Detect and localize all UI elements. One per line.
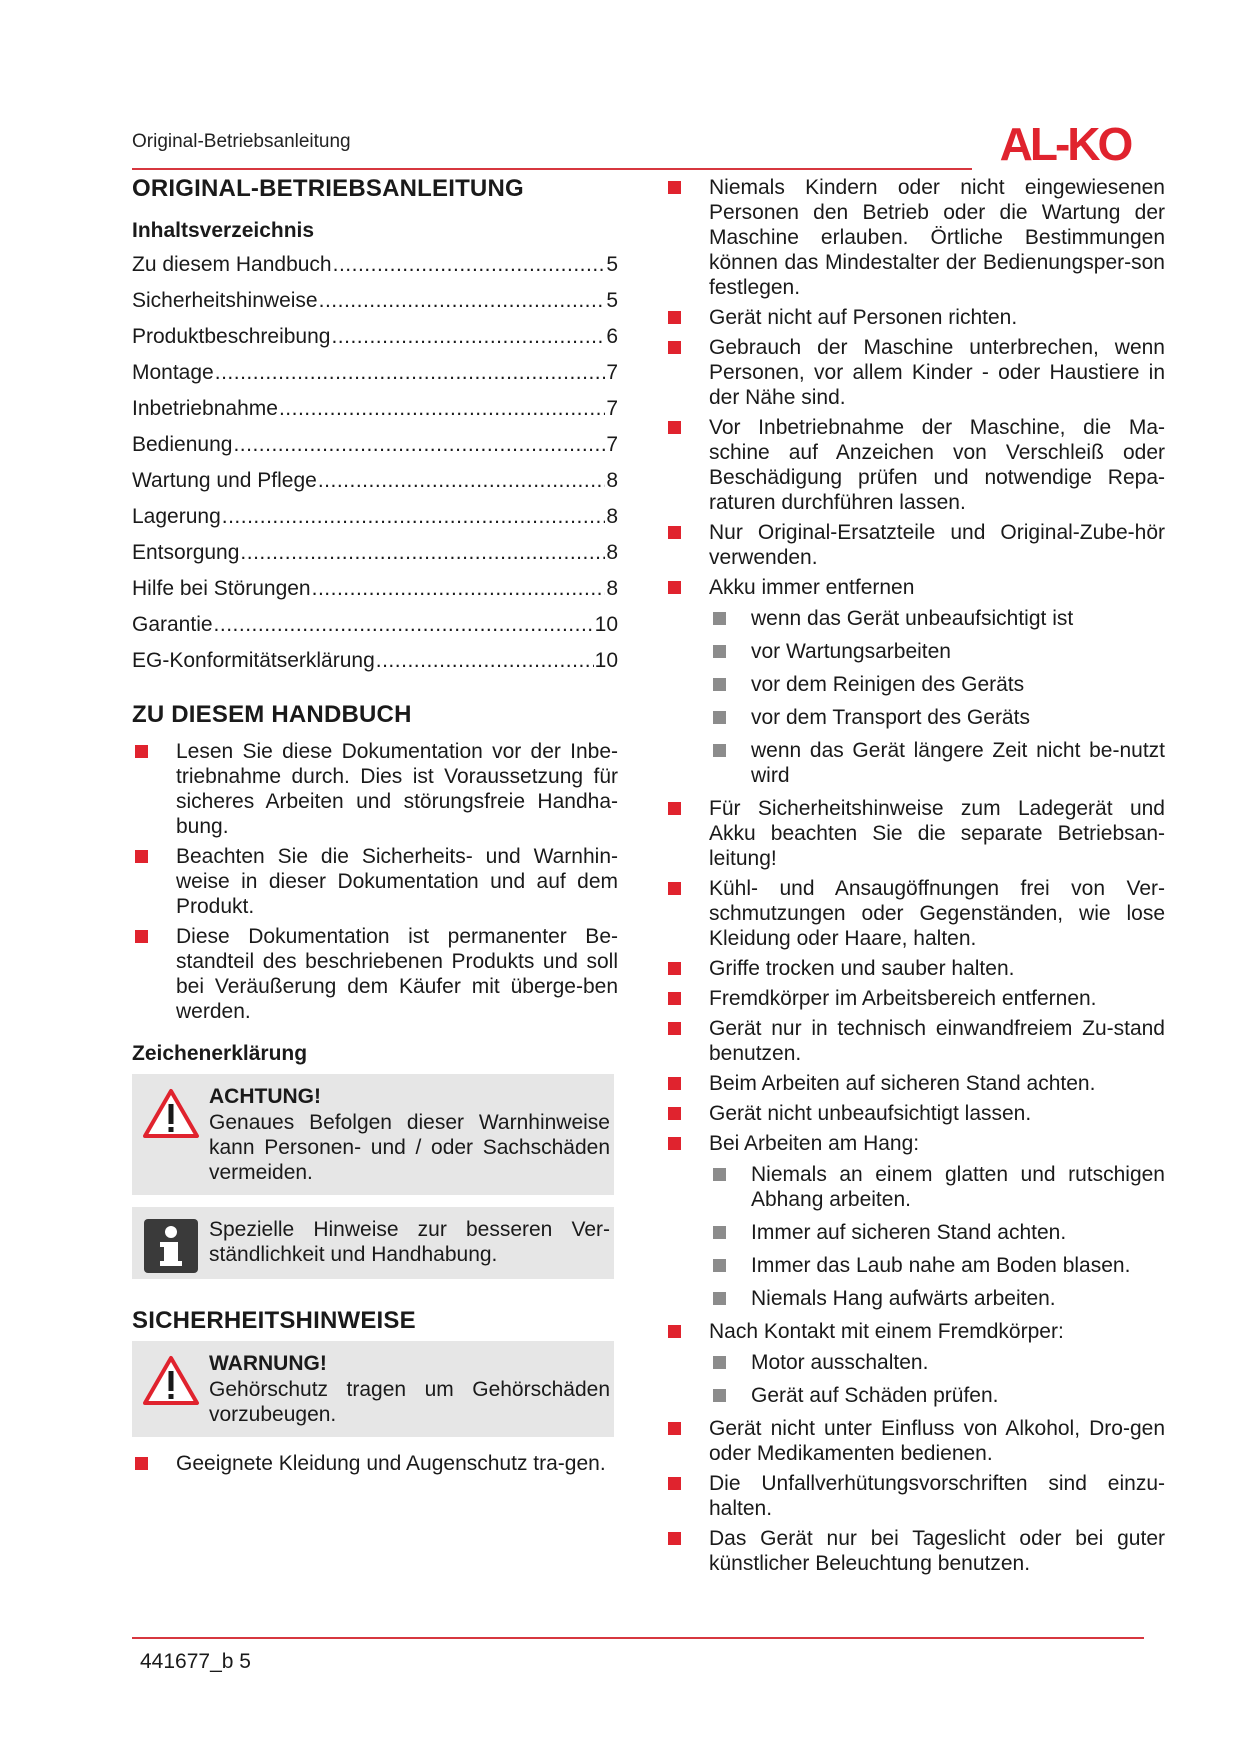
bullet-grey-square-icon <box>713 645 726 658</box>
bullet-square-icon <box>668 1477 681 1490</box>
list-item: Akku immer entfernen wenn das Gerät unbeaufsichtigt ist vor Wartungsarbeiten vor dem Reinigen des Geräts vor dem Transport des Geräts wenn das Gerät längere Zeit nicht be-nutzt wird <box>665 575 1165 788</box>
warnung-box <box>132 1341 614 1437</box>
sub-list-item: Niemals an einem glatten und rutschigen Abhang arbeiten. <box>709 1162 1165 1212</box>
bullet-square-icon <box>135 745 148 758</box>
toc-item[interactable]: Produktbeschreibung ..... 6 <box>132 319 618 355</box>
info-box <box>132 1207 614 1279</box>
bullet-grey-square-icon <box>713 612 726 625</box>
bullet-square-icon <box>668 1422 681 1435</box>
fremdkoerper-sublist <box>709 1350 1165 1408</box>
list-item: Niemals Kindern oder nicht eingewiesenen Personen den Betrieb oder die Wartung der Maschine erlauben. Örtliche Bestimmungen können das Mindestalter der Bedienungsper-son festlegen. <box>665 175 1165 300</box>
bullet-square-icon <box>135 930 148 943</box>
left-column <box>132 175 618 1481</box>
list-item: Geeignete Kleidung und Augenschutz tra-gen. <box>132 1451 618 1476</box>
list-item: Bei Arbeiten am Hang: Niemals an einem glatten und rutschigen Abhang arbeiten. Immer auf sicheren Stand achten. Immer das Laub nahe am Boden blasen. Niemals Hang aufwärts arbeiten. <box>665 1131 1165 1311</box>
alko-logo <box>985 118 1145 168</box>
sub-list-item: Immer auf sicheren Stand achten. <box>709 1220 1165 1245</box>
sicherheit-heading: SICHERHEITSHINWEISE <box>132 1307 416 1334</box>
toc-item[interactable]: EG-Konformitätserklärung ..... 10 <box>132 643 618 679</box>
list-item: Beim Arbeiten auf sicheren Stand achten. <box>665 1071 1165 1096</box>
bullet-grey-square-icon <box>713 1168 726 1181</box>
safety-list <box>665 175 1165 1576</box>
sub-list-item: Gerät auf Schäden prüfen. <box>709 1383 1165 1408</box>
header-label: Original-Betriebsanleitung <box>132 131 351 152</box>
sub-list-item: vor dem Reinigen des Geräts <box>709 672 1165 697</box>
list-item: Fremdkörper im Arbeitsbereich entfernen. <box>665 986 1165 1011</box>
bullet-grey-square-icon <box>713 711 726 724</box>
right-column <box>665 175 1165 1581</box>
sub-list-item: Immer das Laub nahe am Boden blasen. <box>709 1253 1165 1278</box>
list-item: Gerät nicht auf Personen richten. <box>665 305 1165 330</box>
toc-item[interactable]: Sicherheitshinweise ..... 5 <box>132 283 618 319</box>
list-item: Das Gerät nur bei Tageslicht oder bei guter künstlicher Beleuchtung benutzen. <box>665 1526 1165 1576</box>
warnung-text: Gehörschutz tragen um Gehörschäden vorzubeugen. <box>209 1378 610 1426</box>
bullet-square-icon <box>135 1457 148 1470</box>
toc-item[interactable]: Inbetriebnahme ..... 7 <box>132 391 618 427</box>
toc-item[interactable]: Bedienung ..... 7 <box>132 427 618 463</box>
list-item: Gerät nur in technisch einwandfreiem Zu-stand benutzen. <box>665 1016 1165 1066</box>
sub-list-item: Niemals Hang aufwärts arbeiten. <box>709 1286 1165 1311</box>
bullet-square-icon <box>668 311 681 324</box>
bullet-square-icon <box>668 341 681 354</box>
list-item: Für Sicherheitshinweise zum Ladegerät und Akku beachten Sie die separate Betriebsan-leitung! <box>665 796 1165 871</box>
list-item: Beachten Sie die Sicherheits- und Warnhin-weise in dieser Dokumentation und auf dem Produkt. <box>132 844 618 919</box>
bullet-square-icon <box>668 1137 681 1150</box>
sub-list-item: wenn das Gerät längere Zeit nicht be-nutzt wird <box>709 738 1165 788</box>
info-text: Spezielle Hinweise zur besseren Ver-ständlichkeit und Handhabung. <box>209 1218 610 1266</box>
warning-triangle-icon <box>142 1355 200 1407</box>
list-item: Gebrauch der Maschine unterbrechen, wenn Personen, vor allem Kinder - oder Haustiere in der Nähe sind. <box>665 335 1165 410</box>
bullet-square-icon <box>668 181 681 194</box>
bullet-grey-square-icon <box>713 1292 726 1305</box>
bullet-grey-square-icon <box>713 744 726 757</box>
list-item: Kühl- und Ansaugöffnungen frei von Ver-schmutzungen oder Gegenständen, wie lose Kleidung oder Haare, halten. <box>665 876 1165 951</box>
bullet-grey-square-icon <box>713 1356 726 1369</box>
bullet-grey-square-icon <box>713 678 726 691</box>
bullet-square-icon <box>668 581 681 594</box>
toc-heading: Inhaltsverzeichnis <box>132 219 315 242</box>
bullet-square-icon <box>668 802 681 815</box>
sub-list-item: vor dem Transport des Geräts <box>709 705 1165 730</box>
bullet-square-icon <box>668 526 681 539</box>
list-item: Lesen Sie diese Dokumentation vor der Inbe-triebnahme durch. Dies ist Voraussetzung für sicheres Arbeiten und störungsfreie Handha-bung. <box>132 739 618 839</box>
sub-list-item: vor Wartungsarbeiten <box>709 639 1165 664</box>
handbuch-heading: ZU DIESEM HANDBUCH <box>132 701 412 728</box>
list-item: Nach Kontakt mit einem Fremdkörper: Motor ausschalten. Gerät auf Schäden prüfen. <box>665 1319 1165 1408</box>
akku-sublist <box>709 606 1165 788</box>
list-item: Nur Original-Ersatzteile und Original-Zube-hör verwenden. <box>665 520 1165 570</box>
bullet-square-icon <box>135 850 148 863</box>
bullet-square-icon <box>668 1022 681 1035</box>
sicherheit-left-list <box>132 1451 618 1476</box>
list-item: Vor Inbetriebnahme der Maschine, die Ma-schine auf Anzeichen von Verschleiß oder Beschädigung prüfen und notwendige Repa-raturen durchführen lassen. <box>665 415 1165 515</box>
header-rule <box>132 168 972 170</box>
warnung-title: WARNUNG! <box>209 1352 327 1375</box>
info-icon <box>144 1219 198 1273</box>
toc-item[interactable]: Lagerung ..... 8 <box>132 499 618 535</box>
toc-item[interactable]: Hilfe bei Störungen ..... 8 <box>132 571 618 607</box>
handbuch-list <box>132 739 618 1024</box>
toc-item[interactable]: Wartung und Pflege ..... 8 <box>132 463 618 499</box>
achtung-box <box>132 1074 614 1195</box>
toc-item[interactable]: Zu diesem Handbuch ..... 5 <box>132 247 618 283</box>
footer-rule <box>132 1637 1144 1639</box>
toc-item[interactable]: Montage ..... 7 <box>132 355 618 391</box>
alko-logo-text: AL-KO <box>999 118 1131 168</box>
bullet-square-icon <box>668 1325 681 1338</box>
sub-list-item: wenn das Gerät unbeaufsichtigt ist <box>709 606 1165 631</box>
bullet-grey-square-icon <box>713 1226 726 1239</box>
list-item: Die Unfallverhütungsvorschriften sind einzu-halten. <box>665 1471 1165 1521</box>
list-item: Diese Dokumentation ist permanenter Be-standteil des beschriebenen Produkts und soll bei Veräußerung dem Käufer mit überge-ben werden. <box>132 924 618 1024</box>
bullet-square-icon <box>668 992 681 1005</box>
bullet-square-icon <box>668 962 681 975</box>
bullet-square-icon <box>668 1077 681 1090</box>
sub-list-item: Motor ausschalten. <box>709 1350 1165 1375</box>
achtung-text: Genaues Befolgen dieser Warnhinweise kann Personen- und / oder Sachschäden vermeiden. <box>209 1111 610 1184</box>
table-of-contents <box>132 247 618 679</box>
bullet-square-icon <box>668 1532 681 1545</box>
achtung-title: ACHTUNG! <box>209 1085 321 1108</box>
zeichen-heading: Zeichenerklärung <box>132 1042 308 1065</box>
hang-sublist <box>709 1162 1165 1311</box>
toc-item[interactable]: Entsorgung ..... 8 <box>132 535 618 571</box>
warning-triangle-icon <box>142 1088 200 1140</box>
toc-item[interactable]: Garantie ..... 10 <box>132 607 618 643</box>
bullet-square-icon <box>668 882 681 895</box>
bullet-square-icon <box>668 1107 681 1120</box>
bullet-grey-square-icon <box>713 1259 726 1272</box>
list-item: Gerät nicht unbeaufsichtigt lassen. <box>665 1101 1165 1126</box>
footer-doc-number: 441677_b 5 <box>140 1650 251 1673</box>
bullet-grey-square-icon <box>713 1389 726 1402</box>
list-item: Gerät nicht unter Einfluss von Alkohol, Dro-gen oder Medikamenten bedienen. <box>665 1416 1165 1466</box>
list-item: Griffe trocken und sauber halten. <box>665 956 1165 981</box>
bullet-square-icon <box>668 421 681 434</box>
main-title: ORIGINAL-BETRIEBSANLEITUNG <box>132 175 524 202</box>
